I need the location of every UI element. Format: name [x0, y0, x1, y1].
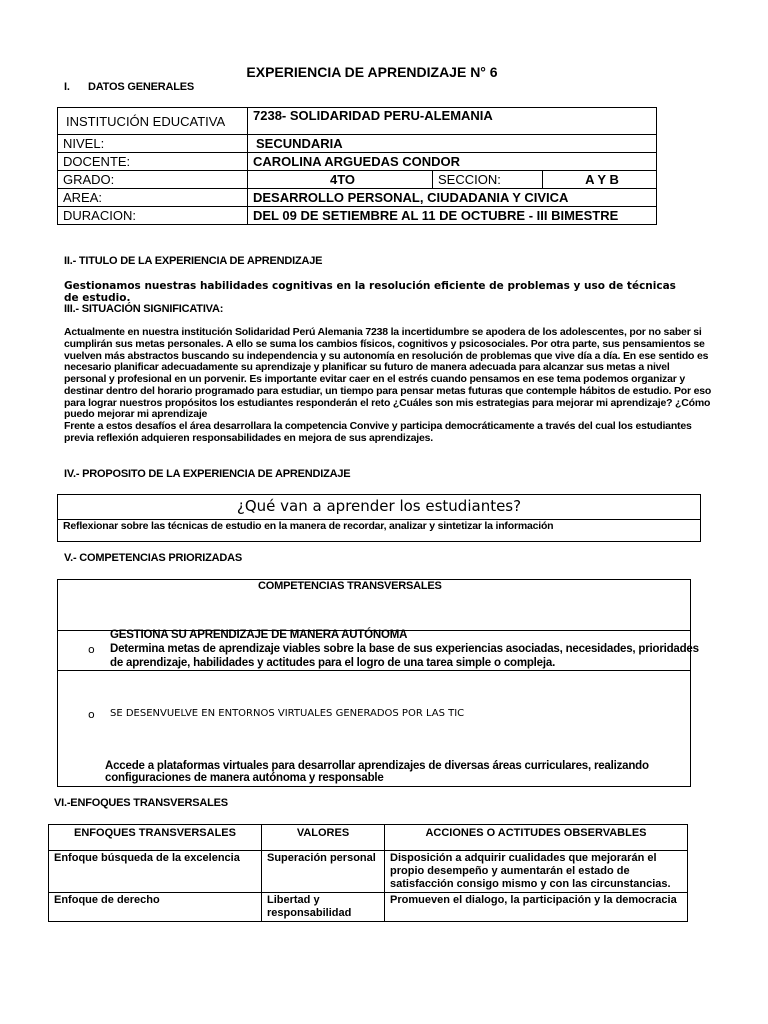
seccion-label: SECCION: [433, 171, 543, 189]
significant-situation-text [64, 327, 744, 445]
table-cell: Disposición a adquirir cualidades que mejorarán el propio desempeño y aumentarán el estado de satisfacción consigo mismo y con las circunstancias. [385, 851, 688, 893]
duracion-label: DURACION: [58, 207, 248, 225]
table-row [58, 189, 657, 207]
table-header-row [49, 825, 688, 851]
section-3-heading: III.- SITUACIÓN SIGNIFICATIVA: [64, 303, 224, 315]
competency-2-description [105, 760, 649, 784]
docente-value: CAROLINA ARGUEDAS CONDOR [248, 153, 657, 171]
area-label: AREA: [58, 189, 248, 207]
grado-label: GRADO: [58, 171, 248, 189]
general-data-table [57, 107, 657, 225]
table-row [58, 207, 657, 225]
table-row [58, 153, 657, 171]
nivel-label: NIVEL: [58, 135, 248, 153]
competency-1-line: Determina metas de aprendizaje viables sobre la base de sus experiencias asociadas, necesidades, prioridades [110, 643, 699, 655]
table-cell: Enfoque de derecho [49, 893, 262, 922]
purpose-box-title: ¿Qué van a aprender los estudiantes? [58, 495, 700, 520]
header-acciones: ACCIONES O ACTITUDES OBSERVABLES [385, 825, 688, 851]
header-valores: VALORES [262, 825, 385, 851]
docente-label: DOCENTE: [58, 153, 248, 171]
section-1-number: I. [64, 81, 70, 93]
table-row [58, 135, 657, 153]
situation-line: puedo mejorar mi aprendizaje [64, 408, 208, 421]
competency-2-line: Accede a plataformas virtuales para desarrollar aprendizajes de diversas áreas curriculares, realizando [105, 760, 649, 772]
section-1-heading: DATOS GENERALES [88, 81, 194, 93]
section-4-heading: IV.- PROPOSITO DE LA EXPERIENCIA DE APRENDIZAJE [64, 468, 351, 480]
nivel-value: SECUNDARIA [248, 135, 657, 153]
situation-line: destinar dentro del horario programado para estudiar, un tiempo para pensar metas futuras que contemple hábitos de estudio. Por eso [64, 384, 712, 397]
document-title: EXPERIENCIA DE APRENDIZAJE N° 6 [246, 64, 498, 80]
header-enfoques: ENFOQUES TRANSVERSALES [49, 825, 262, 851]
table-row [49, 851, 688, 893]
section-6-heading: VI.-ENFOQUES TRANSVERSALES [54, 797, 228, 809]
purpose-box [57, 494, 701, 542]
bullet-icon: o [88, 708, 95, 721]
competency-1-line: de aprendizaje, habilidades y actitudes para el logro de una tarea simple o compleja. [110, 657, 556, 669]
table-row [49, 893, 688, 922]
competencies-box [57, 579, 699, 787]
table-cell: Superación personal [262, 851, 385, 893]
situation-line: para lograr nuestros propósitos los estudiantes responderán el reto ¿Cuáles son mis estrategias para mejorar mi aprendizaje? ¿Cómo [64, 396, 711, 409]
section-2-heading: II.- TITULO DE LA EXPERIENCIA DE APRENDIZAJE [64, 255, 323, 267]
situation-line: previa reflexión adquieren responsabilidades en mejora de sus aprendizajes. [64, 431, 433, 444]
situation-line: vuelven más abstractos buscando su independencia y su autonomía en resolución de problemas que vive día a día. En ese sentido es [64, 349, 709, 362]
institucion-value: 7238- SOLIDARIDAD PERU-ALEMANIA [248, 108, 657, 135]
purpose-box-text: Reflexionar sobre las técnicas de estudio en la manera de recordar, analizar y sintetizar la información [63, 520, 554, 532]
competencies-box-title: COMPETENCIAS TRANSVERSALES [258, 580, 442, 592]
table-row [58, 108, 657, 135]
seccion-value: A Y B [543, 171, 657, 189]
competency-2-title: SE DESENVUELVE EN ENTORNOS VIRTUALES GENERADOS POR LAS TIC [110, 708, 465, 719]
bullet-icon: o [88, 643, 95, 656]
duracion-value: DEL 09 DE SETIEMBRE AL 11 DE OCTUBRE - III BIMESTRE [248, 207, 657, 225]
table-cell: Enfoque búsqueda de la excelencia [49, 851, 262, 893]
approaches-table [48, 824, 688, 922]
situation-line: Frente a estos desafíos el área desarrollara la competencia Convive y participa democráticamente a través del cual los estudiantes [64, 420, 692, 432]
competency-1-description [110, 642, 699, 670]
situation-line: necesario planificar adecuadamente su aprendizaje y planificar su futuro de manera adecuada para alcanzar sus metas a nivel [64, 361, 670, 374]
divider [58, 670, 690, 671]
situation-line: Actualmente en nuestra institución Solidaridad Perú Alemania 7238 la incertidumbre se apodera de los adolescentes, por no saber si [64, 326, 702, 338]
situation-line: personal y profesional en un porvenir. Es importante evitar caer en el estrés cuando pensamos en ese tema podemos organizar y [64, 373, 685, 385]
institucion-label: INSTITUCIÓN EDUCATIVA [58, 108, 248, 135]
competency-1-title: GESTIONA SU APRENDIZAJE DE MANERA AUTÓNOMA [110, 629, 408, 641]
table-cell: Promueven el dialogo, la participación y la democracia [385, 893, 688, 922]
table-cell: Libertad y responsabilidad [262, 893, 385, 922]
experience-title-text: Gestionamos nuestras habilidades cognitivas en la resolución eficiente de problemas y uso de técnicas de estudio. [64, 280, 676, 304]
situation-line: cumplirán sus metas personales. A ello se suma los cambios físicos, cognitivos y psicosociales. Por otra parte, sus pensamientos se [64, 337, 705, 350]
table-row [58, 171, 657, 189]
competency-2-line: configuraciones de manera autónoma y responsable [105, 772, 384, 784]
grado-value: 4TO [248, 171, 433, 189]
section-5-heading: V.- COMPETENCIAS PRIORIZADAS [64, 552, 242, 564]
area-value: DESARROLLO PERSONAL, CIUDADANIA Y CIVICA [248, 189, 657, 207]
